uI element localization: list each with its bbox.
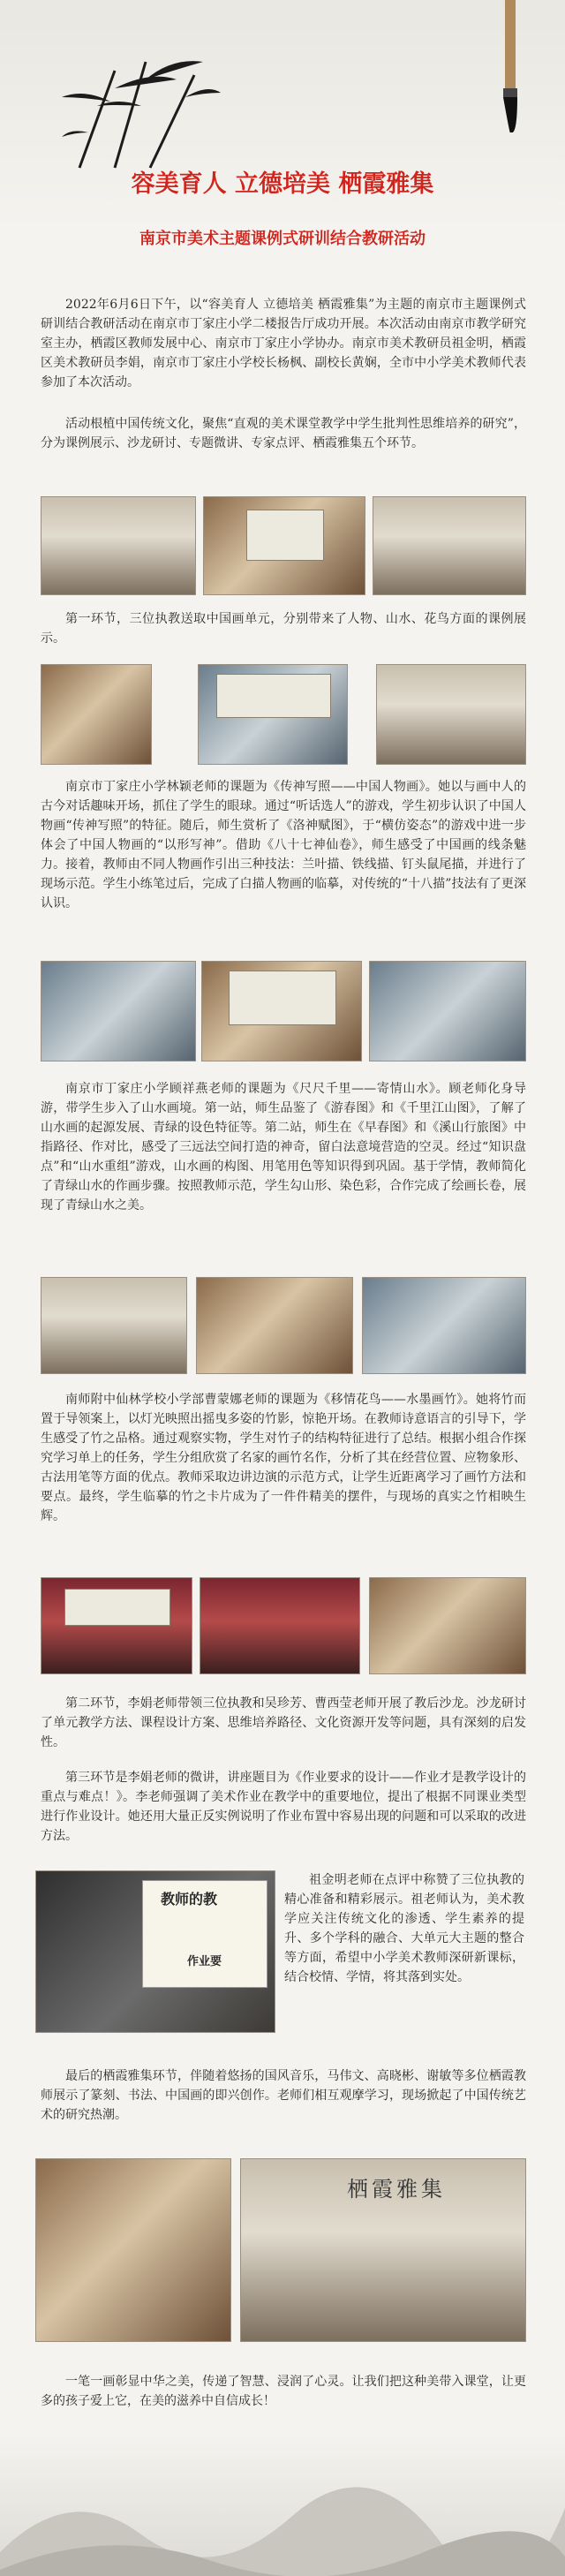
section4-paragraph: 祖金明老师在点评中称赞了三位执教的精心准备和精彩展示。祖老师认为，美术教学应关注传统文化的渗透、学生素养的提升、多个学科的融合、大单元大主题的整合等方面，希望中小学美术教师深研新课标，结合校情、学情，将其落到实处。 [284,1873,524,1984]
photo-lesson3-teacher [196,1277,353,1374]
photo-conference-hall-2 [373,496,526,595]
lesson3-paragraph: 南师附中仙林学校小学部曹蒙娜老师的课题为《移情花鸟——水墨画竹》。她将竹而置于导领案上，以灯光映照出摇曳多姿的竹影，惊艳开场。在教师诗意语言的引导下，学生感受了竹之品格。通过观察实物，学生对竹子的结构特征进行了总结。根据小组合作探究学习单上的任务，学生分组欣赏了名家的画竹名作，分析了其在经营位置、应物象形、古法用笔等方面的优点。教师采取边讲边演的示范方式，让学生近距离学习了画竹方法和要点。最终，学生临摹的竹之卡片成为了一件件精美的摆件，与现场的真实之竹相映生辉。 [41,1393,526,1523]
section2-paragraph: 第二环节，李娟老师带领三位执教和吴珍芳、曹西莹老师开展了教后沙龙。沙龙研讨了单元教学方法、课程设计方案、思维培养路径、文化资源开发等问题，具有深刻的启发性。 [41,1696,526,1749]
photo-salon-speaker [369,1577,526,1674]
photo-lesson2-group [369,961,526,1061]
photo-lesson3-artwork [362,1277,526,1374]
mountain-icon [0,2446,565,2576]
lecture-slide-text: 作业要 [187,1955,222,1968]
photo-lesson2-students [41,961,196,1061]
intro-paragraph-2: 活动根植中国传统文化，聚焦“直观的美术课堂教学中学生批判性思维培养的研究”，分为课例展示、沙龙研讨、专题微讲、专家点评、栖霞雅集五个环节。 [41,417,526,450]
photo-conference-hall-1 [41,496,196,595]
photo-lesson1-teacher [41,664,152,765]
intro-paragraph: 2022年6月6日下午，以“容美育人 立德培美 栖霞雅集”为主题的南京市主题课例式研训结合教研活动在南京市丁家庄小学二楼报告厅成功开展。本次活动由南京市教学研究室主办，栖霞区教师发展中心、南京市丁家庄小学协办。南京市美术教研员祖金明，栖霞区美术教研员李娟，南京市丁家庄小学校长杨枫、副校长黄娴，全市中小学美术教师代表参加了本次活动。 [41,298,526,389]
section1-paragraph: 第一环节，三位执教送取中国画单元，分别带来了人物、山水、花鸟方面的课例展示。 [41,612,526,646]
photo-lecture-speaker [35,1870,275,2033]
photo-group-event [240,2158,526,2342]
page-title: 容美育人 立德培美 栖霞雅集 [131,170,434,198]
closing-paragraph: 一笔一画彰显中华之美，传递了智慧、浸润了心灵。让我们把这种美带入课堂，让更多的孩子爱上它，在美的滋养中自信成长！ [41,2375,526,2408]
section3-paragraph: 第三环节是李娟老师的微讲，讲座题目为《作业要求的设计——作业才是教学设计的重点与难点！》。李老师强调了美术作业在教学中的重要地位，提出了根据不同课业类型进行作业设计。她还用大量正反实例说明了作业布置中容易出现的问题和可以采取的改进方法。 [41,1771,526,1843]
photo-calligraphy-session [35,2158,231,2342]
lecture-slide-title: 教师的教 [161,1891,218,1907]
section5-paragraph: 最后的栖霞雅集环节，伴随着悠扬的国风音乐，马伟文、高晓彬、谢敏等多位栖霞教师展示了篆刻、书法、中国画的即兴创作。老师们相互观摩学习，现场掀起了中国传统艺术的研究热潮。 [41,2069,526,2122]
lesson1-paragraph: 南京市丁家庄小学林颖老师的课题为《传神写照——中国人物画》。她以与画中人的古今对话趣味开场，抓住了学生的眼球。通过“听话选人”的游戏，学生初步认识了中国人物画“传神写照”的特征。随后，师生赏析了《洛神赋图》，于“横仿姿态”的游戏中进一步体会了中国人物画的“以形写神”。借助《八十七神仙卷》，师生感受了中国画的线条魅力。接着，教师由不同人物画作引出三种技法：兰叶描、铁线描、钉头鼠尾描，并进行了现场示范。学生小练笔过后，完成了白描人物画的临摹，对传统的“十八描”技法有了更深认识。 [41,780,526,910]
photo-lesson1-board [198,664,348,765]
photo-salon-panel [200,1577,360,1674]
photo-speaker-stage [203,496,365,595]
brush-icon [459,0,556,132]
lecture-slide [142,1880,267,1988]
lesson2-paragraph: 南京市丁家庄小学顾祥燕老师的课题为《尺尺千里——寄情山水》。顾老师化身导游，带学生步入了山水画境。第一站，师生品鉴了《游春图》和《千里江山图》，了解了山水画的起源发展、青绿的设色特征等。第二站，师生在《早春图》和《溪山行旅图》中指路径、作对比，感受了三远法空间打造的神奇，留白法意境营造的空灵。经过“知识盘点”和“山水重组”游戏，山水画的构图、用笔用色等知识得到巩固。基于学情，教师简化了青绿山水的作画步骤。按照教师示范，学生勾山形、染色彩，合作完成了绘画长卷，展现了青绿山水之美。 [41,1082,526,1212]
event-banner: 栖霞雅集 [347,2177,446,2202]
photo-lesson3-class [41,1277,187,1374]
photo-lesson1-class [376,664,526,765]
photo-lesson2-screen [201,961,362,1061]
page-subtitle: 南京市美术主题课例式研训结合教研活动 [139,230,426,248]
bamboo-icon [62,53,221,177]
photo-salon-screen [41,1577,192,1674]
